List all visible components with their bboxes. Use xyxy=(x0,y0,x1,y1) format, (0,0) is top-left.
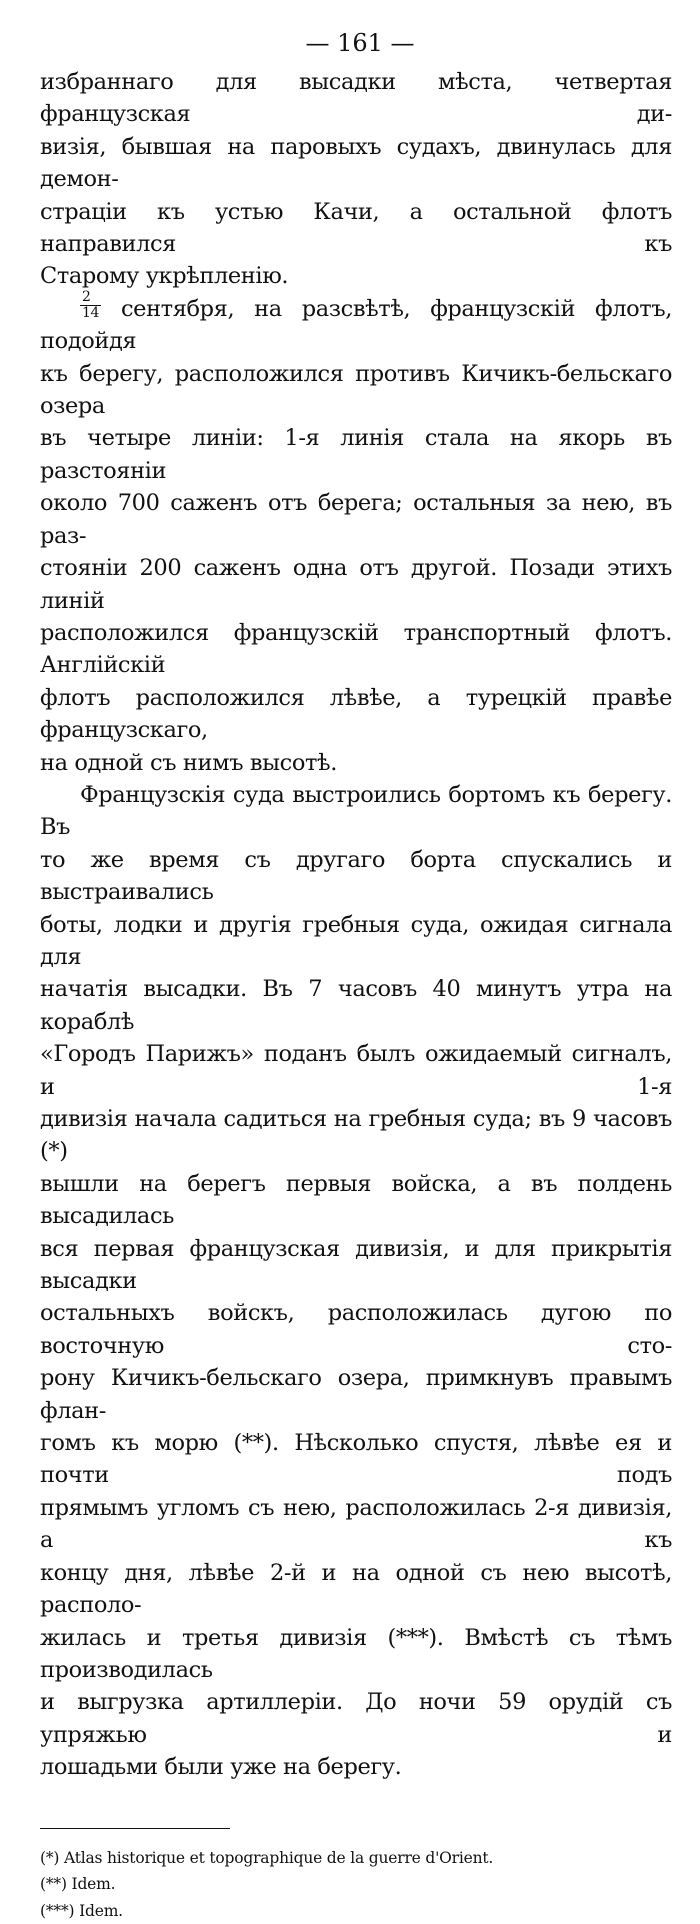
date-fraction xyxy=(80,290,101,321)
paragraph-1-line-4: Старому укрѣпленію. xyxy=(40,263,289,290)
paragraph-2-line-8: на одной съ нимъ высотѣ. xyxy=(40,749,337,776)
paragraph-3-line-4: начатія высадки. Въ 7 часовъ 40 минутъ утра на кораблѣ xyxy=(40,976,672,1035)
paragraph-3-line-15: и выгрузка артиллеріи. До ночи 59 орудій съ упряжью и xyxy=(40,1689,672,1748)
footnote-1: (*) Atlas historique et topographique de la guerre d'Orient. xyxy=(40,1848,494,1867)
paragraph-2-line-2: къ берегу, расположился противъ Кичикъ-бельскаго озера xyxy=(40,360,672,420)
paragraph-3-line-3: боты, лодки и другія гребныя суда, ожидая сигнала для xyxy=(40,911,672,970)
paragraph-1-line-2: визія, бывшая на паровыхъ судахъ, двинулась для демон- xyxy=(40,133,672,193)
paragraph-3-line-7: вышли на берегъ первыя войска, а въ полдень высадилась xyxy=(40,1170,672,1230)
paragraph-3-line-5: «Городъ Парижъ» поданъ былъ ожидаемый сигналъ, и 1-я xyxy=(40,1041,672,1100)
paragraph-2-line-6: расположился французскій транспортный флотъ. Англійскій xyxy=(40,619,672,679)
paragraph-1-line-3: страціи къ устью Качи, а остальной флотъ направился къ xyxy=(40,198,672,258)
paragraph-3-line-8: вся первая французская дивизія, и для прикрытія высадки xyxy=(40,1235,672,1295)
body-text xyxy=(40,66,672,1784)
paragraph-3-line-12: прямымъ угломъ съ нею, расположилась 2-я дивизія, а къ xyxy=(40,1494,672,1554)
page xyxy=(40,26,672,1924)
paragraph-1-line-1: избраннаго для высадки мѣста, четвертая французская ди- xyxy=(40,69,672,128)
paragraph-2-line-1-text: сентября, на разсвѣтѣ, французскій флотъ, подойдя xyxy=(40,295,672,355)
paragraph-2-line-5: стояніи 200 саженъ одна отъ другой. Позади этихъ линій xyxy=(40,555,672,614)
paragraph-3-line-14: жилась и третья дивизія (***). Вмѣстѣ съ тѣмъ производилась xyxy=(40,1624,672,1683)
paragraph-3-line-13: концу дня, лѣвѣе 2-й и на одной съ нею высотѣ, располо- xyxy=(40,1559,672,1619)
footnote-divider xyxy=(40,1828,230,1829)
paragraph-3-line-11: гомъ къ морю (**). Нѣсколько спустя, лѣвѣе ея и почти подъ xyxy=(40,1430,672,1489)
paragraph-3-line-10: рону Кичикъ-бельскаго озера, примкнувъ правымъ флан- xyxy=(40,1365,672,1424)
paragraph-3-line-6: дивизія начала садиться на гребныя суда; въ 9 часовъ (*) xyxy=(40,1106,672,1165)
paragraph-2-line-7: флотъ расположился лѣвѣе, а турецкій правѣе французскаго, xyxy=(40,684,672,744)
paragraph-2-line-4: около 700 саженъ отъ берега; остальныя за нею, въ раз- xyxy=(40,490,672,549)
footnotes xyxy=(40,1845,672,1924)
paragraph-3-line-16: лошадьми были уже на берегу. xyxy=(40,1754,402,1781)
paragraph-2-line-1 xyxy=(40,289,672,358)
page-number: — 161 — xyxy=(305,29,415,57)
fraction-denominator: 14 xyxy=(82,305,100,322)
footnote-2: (**) Idem. xyxy=(40,1875,116,1894)
paragraph-2-line-3: въ четыре линіи: 1-я линія стала на якорь въ разстояніи xyxy=(40,425,672,484)
fraction-numerator: 2 xyxy=(80,290,101,306)
paragraph-3-line-9: остальныхъ войскъ, расположилась дугою по восточную сто- xyxy=(40,1300,672,1359)
footnote-3: (***) Idem. xyxy=(40,1901,123,1920)
paragraph-3-line-1: Французскія суда выстроились бортомъ къ берегу. Въ xyxy=(40,781,672,841)
paragraph-3-line-2: то же время съ другаго борта спускались и выстраивались xyxy=(40,846,672,906)
